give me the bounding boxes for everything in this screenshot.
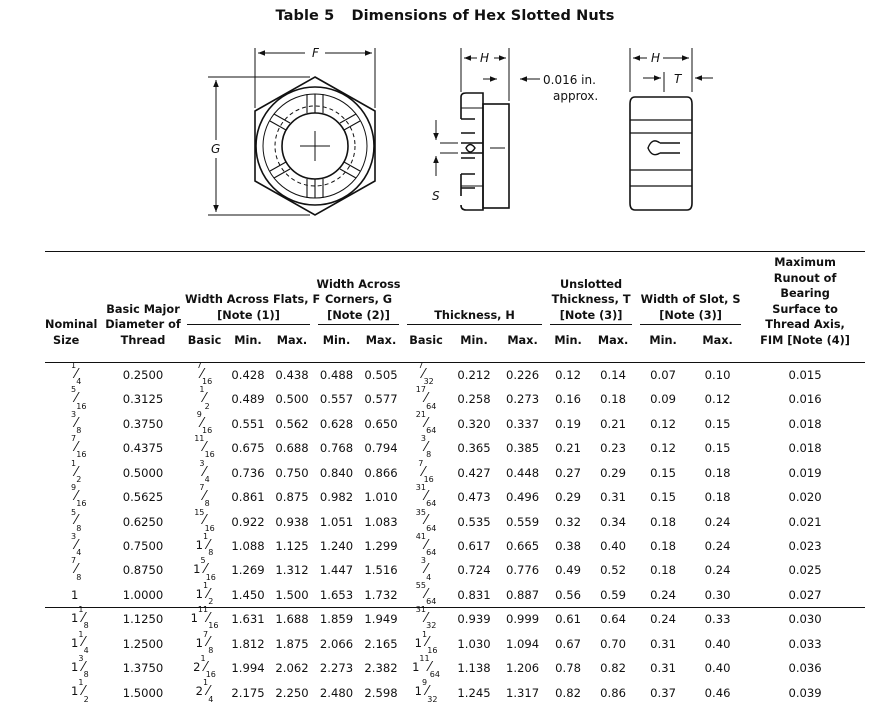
cell-wf-min: 0.489 xyxy=(231,392,265,407)
table-caption: Dimensions of Hex Slotted Nuts xyxy=(351,8,615,24)
approx-note-line1: 0.016 in. xyxy=(543,73,596,87)
cell-th-max: 0.496 xyxy=(505,490,540,505)
cell-wc-max: 0.650 xyxy=(364,416,398,431)
cell-ut-max: 0.59 xyxy=(600,587,626,602)
cell-wc-max: 2.165 xyxy=(364,636,398,651)
cell-th-basic: $^{55}⁄_{64}$ xyxy=(415,580,437,606)
cell-sw-min: 0.09 xyxy=(650,392,676,407)
cell-wf-max: 1.500 xyxy=(275,587,309,602)
cell-dia: 0.5000 xyxy=(122,465,164,480)
cell-th-min: 0.320 xyxy=(457,416,491,431)
cell-wc-max: 0.794 xyxy=(364,441,398,456)
cell-th-max: 0.559 xyxy=(505,514,540,529)
cell-wf-basic: $^{15}⁄_{16}$ xyxy=(194,507,215,533)
cell-runout: 0.021 xyxy=(788,514,822,529)
cell-wf-min: 2.175 xyxy=(231,685,265,700)
cell-sw-min: 0.07 xyxy=(650,368,676,383)
cell-wc-max: 1.516 xyxy=(364,563,398,578)
cell-th-basic: $^{31}⁄_{64}$ xyxy=(415,483,437,509)
table-body xyxy=(45,354,865,705)
cell-th-max: 1.317 xyxy=(505,685,540,700)
label-h-end: H xyxy=(651,51,661,65)
label-f: F xyxy=(312,46,319,60)
cell-wc-max: 0.577 xyxy=(364,392,398,407)
table-title xyxy=(0,8,890,24)
subheader-ut-max: Max. xyxy=(597,333,629,347)
table-row xyxy=(45,354,865,387)
cell-sw-min: 0.24 xyxy=(650,612,676,627)
cell-size: $1^3⁄_8$ xyxy=(71,654,89,680)
cell-size: 1 xyxy=(71,587,79,602)
header-nominal-size: Nominal Size xyxy=(45,318,98,347)
cell-wc-min: 2.273 xyxy=(319,661,354,676)
cell-ut-max: 0.21 xyxy=(600,416,626,431)
cell-runout: 0.015 xyxy=(788,368,822,383)
table-row xyxy=(45,656,865,680)
nut-end-view xyxy=(630,48,713,210)
header-unslotted-thickness: Unslotted Thickness, T [Note (3)] xyxy=(546,252,636,326)
cell-th-min: 1.138 xyxy=(457,661,491,676)
cell-wf-basic: $^1⁄_2$ xyxy=(199,385,210,411)
cell-wf-max: 1.125 xyxy=(275,539,309,554)
cell-ut-min: 0.56 xyxy=(555,587,581,602)
subheader-ut-min: Min. xyxy=(554,333,582,347)
table-row xyxy=(45,632,865,656)
header-width-of-slot: Width of Slot, S [Note (3)] xyxy=(636,252,745,326)
cell-sw-max: 0.12 xyxy=(704,392,731,407)
cell-th-min: 0.365 xyxy=(457,441,491,456)
cell-sw-min: 0.24 xyxy=(650,587,676,602)
cell-wf-min: 0.675 xyxy=(231,441,265,456)
cell-ut-min: 0.27 xyxy=(555,465,581,480)
cell-sw-min: 0.12 xyxy=(650,416,676,431)
subheader-wf-basic: Basic xyxy=(187,333,222,347)
cell-size: $1^1⁄_4$ xyxy=(71,629,89,655)
table-row xyxy=(45,583,865,607)
cell-runout: 0.019 xyxy=(788,465,822,480)
cell-wf-basic: $1^{11}⁄_{16}$ xyxy=(190,605,219,631)
cell-wc-max: 1.010 xyxy=(364,490,398,505)
cell-sw-max: 0.15 xyxy=(704,441,731,456)
cell-size: $^3⁄_4$ xyxy=(71,531,82,558)
table-row xyxy=(45,558,865,582)
cell-ut-min: 0.16 xyxy=(555,392,581,407)
cell-runout: 0.027 xyxy=(788,587,822,602)
cell-ut-max: 0.82 xyxy=(600,661,626,676)
cell-ut-max: 0.29 xyxy=(600,465,626,480)
header-max-runout: Maximum Runout of Bearing Surface to Thread Axis, FIM [Note (4)] xyxy=(760,256,850,347)
cell-sw-min: 0.15 xyxy=(650,465,676,480)
cell-sw-max: 0.24 xyxy=(704,514,731,529)
cell-wf-max: 1.875 xyxy=(275,636,309,651)
cell-wf-max: 2.250 xyxy=(275,685,309,700)
cell-size: $^5⁄_{16}$ xyxy=(71,385,87,411)
cell-runout: 0.033 xyxy=(788,636,822,651)
table-row xyxy=(45,461,865,485)
cell-sw-min: 0.18 xyxy=(650,514,676,529)
cell-wf-max: 0.938 xyxy=(275,514,309,529)
cell-th-min: 0.939 xyxy=(457,612,491,627)
subheader-sw-max: Max. xyxy=(702,333,733,347)
cell-wc-max: 1.299 xyxy=(364,539,398,554)
table-row xyxy=(45,485,865,509)
cell-ut-min: 0.12 xyxy=(555,368,581,383)
cell-size: $1^1⁄_2$ xyxy=(71,678,89,704)
subheader-th-min: Min. xyxy=(460,333,488,347)
cell-runout: 0.036 xyxy=(788,661,822,676)
cell-th-basic: $1^9⁄_{32}$ xyxy=(414,678,438,704)
cell-sw-max: 0.24 xyxy=(704,563,731,578)
table-row xyxy=(45,436,865,460)
cell-runout: 0.030 xyxy=(788,612,822,627)
cell-dia: 1.0000 xyxy=(122,587,164,602)
cell-th-min: 0.724 xyxy=(457,563,491,578)
cell-ut-min: 0.21 xyxy=(555,441,581,456)
cell-wf-min: 0.922 xyxy=(231,514,265,529)
cell-th-basic: $^{21}⁄_{64}$ xyxy=(415,409,437,435)
cell-wc-min: 0.840 xyxy=(319,465,354,480)
cell-runout: 0.018 xyxy=(788,441,822,456)
subheader-wf-min: Min. xyxy=(234,333,262,347)
cell-wf-basic: $2^1⁄_4$ xyxy=(195,678,214,704)
cell-wf-basic: $^{11}⁄_{16}$ xyxy=(194,434,215,460)
cell-ut-min: 0.32 xyxy=(555,514,581,529)
cell-th-max: 0.999 xyxy=(505,612,540,627)
cell-wf-min: 1.269 xyxy=(231,563,265,578)
nut-side-view xyxy=(436,48,540,210)
cell-dia: 0.6250 xyxy=(122,514,164,529)
cell-size: $^1⁄_2$ xyxy=(71,458,82,484)
cell-sw-max: 0.46 xyxy=(704,685,731,700)
cell-dia: 1.2500 xyxy=(122,636,164,651)
cell-wf-max: 0.438 xyxy=(275,368,309,383)
cell-wc-max: 0.505 xyxy=(364,368,398,383)
cell-runout: 0.016 xyxy=(788,392,822,407)
cell-runout: 0.020 xyxy=(788,490,822,505)
subheader-wf-max: Max. xyxy=(276,333,308,347)
cell-wf-min: 0.551 xyxy=(231,416,265,431)
cell-dia: 1.1250 xyxy=(122,612,164,627)
cell-th-basic: $^{35}⁄_{64}$ xyxy=(415,507,437,533)
cell-wc-max: 1.732 xyxy=(364,587,398,602)
cell-ut-max: 0.18 xyxy=(600,392,626,407)
label-s: S xyxy=(432,189,440,203)
cell-dia: 0.2500 xyxy=(122,368,164,383)
cell-wc-max: 1.083 xyxy=(364,514,398,529)
cell-ut-max: 0.52 xyxy=(600,563,626,578)
cell-wf-max: 0.750 xyxy=(275,465,309,480)
cell-th-basic: $^{41}⁄_{64}$ xyxy=(415,531,437,558)
cell-th-min: 0.535 xyxy=(457,514,491,529)
cell-sw-max: 0.24 xyxy=(704,539,731,554)
cell-wc-min: 1.051 xyxy=(319,514,354,529)
cell-ut-min: 0.67 xyxy=(555,636,581,651)
cell-ut-min: 0.82 xyxy=(555,685,581,700)
cell-wf-max: 0.688 xyxy=(275,441,309,456)
cell-ut-max: 0.64 xyxy=(600,612,626,627)
label-t: T xyxy=(674,72,682,86)
header-basic-major-diameter: Basic Major Diameter of Thread xyxy=(105,302,181,347)
cell-ut-max: 0.86 xyxy=(600,685,626,700)
cell-th-max: 0.665 xyxy=(505,539,540,554)
cell-th-min: 0.212 xyxy=(457,368,491,383)
cell-ut-max: 0.14 xyxy=(600,368,626,383)
cell-th-basic: $^3⁄_4$ xyxy=(420,556,432,582)
cell-wf-min: 1.631 xyxy=(231,612,265,627)
table-row xyxy=(45,534,865,558)
cell-ut-min: 0.78 xyxy=(555,661,581,676)
cell-wc-min: 1.240 xyxy=(319,539,354,554)
cell-wf-min: 1.994 xyxy=(231,661,265,676)
cell-th-basic: $^7⁄_{32}$ xyxy=(418,361,434,387)
subheader-sw-min: Min. xyxy=(649,333,677,347)
cell-sw-max: 0.18 xyxy=(704,490,731,505)
cell-wc-max: 2.382 xyxy=(364,661,398,676)
cell-wc-min: 2.480 xyxy=(319,685,354,700)
cell-wf-min: 1.450 xyxy=(231,587,265,602)
cell-sw-max: 0.10 xyxy=(704,368,731,383)
cell-wf-max: 1.688 xyxy=(275,612,309,627)
cell-runout: 0.025 xyxy=(788,563,822,578)
cell-wf-basic: $^7⁄_8$ xyxy=(199,483,210,509)
cell-th-basic: $1^1⁄_{16}$ xyxy=(414,629,438,655)
cell-size: $1^1⁄_8$ xyxy=(71,605,89,631)
cell-wf-max: 0.500 xyxy=(275,392,309,407)
table-number: Table 5 xyxy=(275,8,335,24)
subheader-th-max: Max. xyxy=(507,333,538,347)
cell-runout: 0.039 xyxy=(788,685,822,700)
cell-ut-max: 0.34 xyxy=(600,514,626,529)
cell-runout: 0.023 xyxy=(788,539,822,554)
table-row xyxy=(45,680,865,704)
cell-size: $^1⁄_4$ xyxy=(71,361,82,387)
cell-wc-min: 0.488 xyxy=(319,368,354,383)
cell-sw-max: 0.18 xyxy=(704,465,731,480)
cell-wc-min: 0.768 xyxy=(319,441,354,456)
cell-size: $^7⁄_{16}$ xyxy=(71,434,87,460)
cell-ut-min: 0.49 xyxy=(555,563,581,578)
cell-wf-basic: $1^1⁄_8$ xyxy=(195,531,214,558)
cell-th-basic: $^{31}⁄_{32}$ xyxy=(415,605,437,631)
cell-size: $^9⁄_{16}$ xyxy=(71,483,87,509)
table-row xyxy=(45,412,865,436)
cell-th-max: 0.337 xyxy=(505,416,540,431)
cell-wf-basic: $^7⁄_{16}$ xyxy=(196,361,213,387)
cell-wf-min: 0.861 xyxy=(231,490,265,505)
cell-ut-max: 0.23 xyxy=(600,441,626,456)
cell-sw-max: 0.15 xyxy=(704,416,731,431)
cell-wf-basic: $^3⁄_4$ xyxy=(199,458,210,484)
cell-th-max: 0.226 xyxy=(505,368,540,383)
header-thickness: Thickness, H xyxy=(403,252,546,326)
cell-ut-max: 0.70 xyxy=(600,636,626,651)
cell-wc-max: 2.598 xyxy=(364,685,398,700)
cell-sw-max: 0.33 xyxy=(704,612,731,627)
cell-wc-min: 1.447 xyxy=(319,563,354,578)
hex-slotted-nut-drawing xyxy=(0,34,890,234)
subheader-wc-min: Min. xyxy=(322,333,351,347)
cell-sw-min: 0.31 xyxy=(650,636,676,651)
cell-th-max: 1.206 xyxy=(505,661,540,676)
cell-ut-min: 0.38 xyxy=(555,539,581,554)
cell-th-min: 0.473 xyxy=(457,490,491,505)
cell-wc-max: 0.866 xyxy=(364,465,398,480)
cell-th-min: 0.617 xyxy=(457,539,491,554)
cell-th-max: 1.094 xyxy=(505,636,540,651)
cell-sw-min: 0.18 xyxy=(650,563,676,578)
cell-sw-max: 0.40 xyxy=(704,636,731,651)
cell-wc-min: 1.653 xyxy=(319,587,354,602)
cell-th-max: 0.385 xyxy=(505,441,540,456)
cell-wf-basic: $1^7⁄_8$ xyxy=(195,629,214,655)
cell-sw-min: 0.31 xyxy=(650,661,676,676)
nut-top-view xyxy=(208,48,375,215)
cell-wf-max: 1.312 xyxy=(275,563,309,578)
cell-wf-basic: $1^5⁄_{16}$ xyxy=(193,556,216,582)
cell-th-max: 0.776 xyxy=(505,563,540,578)
cell-dia: 0.3750 xyxy=(122,416,164,431)
cell-dia: 1.5000 xyxy=(122,685,164,700)
cell-wf-min: 1.088 xyxy=(231,539,265,554)
cell-ut-min: 0.29 xyxy=(555,490,581,505)
cell-ut-max: 0.40 xyxy=(600,539,626,554)
cell-sw-min: 0.12 xyxy=(650,441,676,456)
cell-dia: 0.7500 xyxy=(122,539,164,554)
subheader-th-basic: Basic xyxy=(409,333,443,347)
cell-sw-min: 0.18 xyxy=(650,539,676,554)
cell-size: $^7⁄_8$ xyxy=(71,556,82,582)
cell-ut-max: 0.31 xyxy=(600,490,626,505)
cell-wc-min: 0.557 xyxy=(319,392,354,407)
cell-wf-max: 0.562 xyxy=(275,416,309,431)
cell-th-max: 0.273 xyxy=(505,392,540,407)
cell-wc-min: 0.982 xyxy=(319,490,354,505)
cell-dia: 0.4375 xyxy=(122,441,164,456)
cell-wc-min: 0.628 xyxy=(319,416,354,431)
cell-dia: 0.3125 xyxy=(122,392,164,407)
cell-th-basic: $^3⁄_8$ xyxy=(420,434,432,460)
cell-ut-min: 0.19 xyxy=(555,416,581,431)
cell-th-basic: $^{17}⁄_{64}$ xyxy=(415,385,437,411)
dimensions-table xyxy=(45,252,865,705)
subheader-wc-max: Max. xyxy=(365,333,397,347)
cell-wf-basic: $^9⁄_{16}$ xyxy=(196,409,213,435)
cell-wc-max: 1.949 xyxy=(364,612,398,627)
cell-wc-min: 2.066 xyxy=(319,636,354,651)
cell-wf-max: 0.875 xyxy=(275,490,309,505)
cell-th-basic: $^7⁄_{16}$ xyxy=(418,458,434,484)
cell-wf-min: 1.812 xyxy=(231,636,265,651)
cell-sw-min: 0.15 xyxy=(650,490,676,505)
cell-dia: 0.8750 xyxy=(122,563,164,578)
cell-sw-min: 0.37 xyxy=(650,685,676,700)
cell-th-min: 0.831 xyxy=(457,587,491,602)
table-row xyxy=(45,510,865,534)
approx-note-line2: approx. xyxy=(553,89,599,103)
table-row xyxy=(45,387,865,411)
cell-dia: 0.5625 xyxy=(122,490,164,505)
label-g: G xyxy=(211,142,221,156)
cell-th-min: 0.258 xyxy=(457,392,491,407)
cell-size: $^3⁄_8$ xyxy=(71,409,82,435)
cell-th-max: 0.448 xyxy=(505,465,540,480)
cell-sw-max: 0.30 xyxy=(704,587,731,602)
cell-th-min: 0.427 xyxy=(457,465,491,480)
cell-size: $^5⁄_8$ xyxy=(71,507,82,533)
cell-wf-basic: $1^1⁄_2$ xyxy=(195,580,214,606)
header-width-across-flats: Width Across Flats, F [Note (1)] xyxy=(183,252,314,326)
header-width-across-corners: Width Across Corners, G [Note (2)] xyxy=(314,252,403,326)
cell-wf-min: 0.428 xyxy=(231,368,265,383)
cell-wf-basic: $2^1⁄_{16}$ xyxy=(193,654,216,680)
cell-wc-min: 1.859 xyxy=(319,612,354,627)
cell-th-max: 0.887 xyxy=(505,587,540,602)
cell-wf-min: 0.736 xyxy=(231,465,265,480)
cell-th-basic: $1^{11}⁄_{64}$ xyxy=(412,654,440,680)
label-h-side: H xyxy=(480,51,490,65)
cell-ut-min: 0.61 xyxy=(555,612,581,627)
cell-th-min: 1.245 xyxy=(457,685,491,700)
cell-runout: 0.018 xyxy=(788,416,822,431)
cell-sw-max: 0.40 xyxy=(704,661,731,676)
cell-th-min: 1.030 xyxy=(457,636,491,651)
cell-dia: 1.3750 xyxy=(122,661,164,676)
cell-wf-max: 2.062 xyxy=(275,661,309,676)
